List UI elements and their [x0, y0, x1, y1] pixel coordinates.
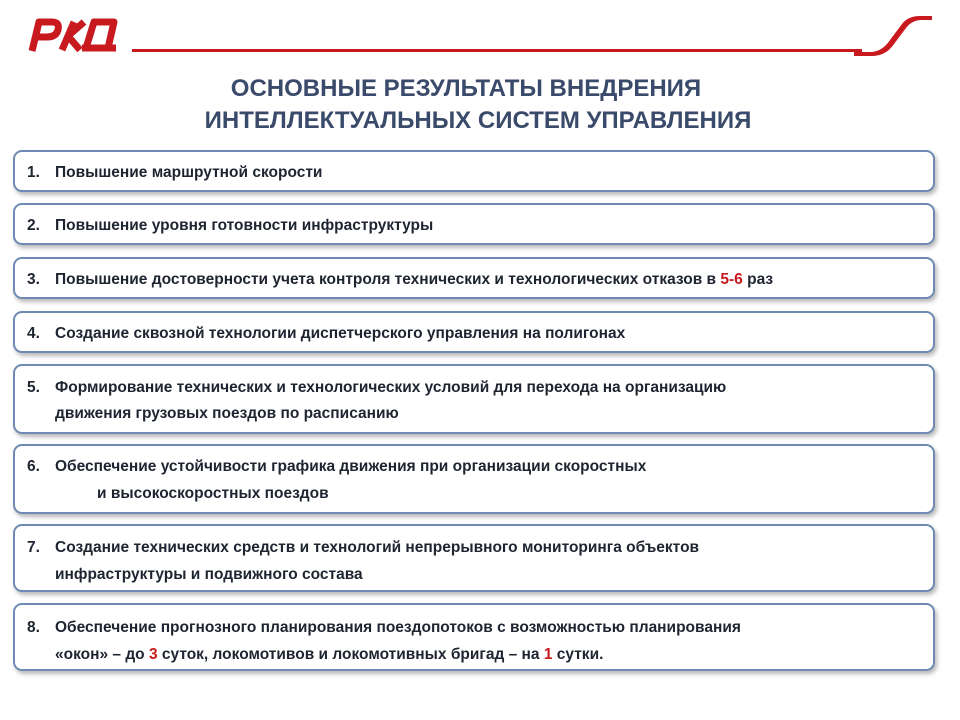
item-text: Повышение достоверности учета контроля технических и технологических отказов в: [55, 271, 721, 288]
item-text: Создание сквозной технологии диспетчерского управления на полигонах: [55, 325, 626, 342]
item-text-a: «окон» – до: [55, 646, 149, 663]
item-highlight-days: 3: [148, 646, 158, 663]
item-text: Повышение маршрутной скорости: [55, 164, 323, 181]
page-title-line2: ИНТЕЛЛЕКТУАЛЬНЫХ СИСТЕМ УПРАВЛЕНИЯ: [204, 107, 752, 134]
item-text-end: раз: [742, 271, 774, 288]
item-text-line2: движения грузовых поездов по расписанию: [55, 405, 399, 422]
item-number: 5.: [27, 379, 40, 396]
item-text-line1: Формирование технических и технологических условий для перехода на организацию: [55, 379, 727, 396]
item-number: 4.: [27, 325, 40, 342]
result-item-3: [13, 257, 935, 299]
item-text-line1: Обеспечение прогнозного планирования поездопотоков с возможностью планирования: [55, 619, 741, 636]
result-item-1: [13, 150, 935, 192]
result-item-7: [13, 524, 935, 592]
item-number: 6.: [27, 458, 40, 475]
item-number: 8.: [27, 619, 40, 636]
result-item-4: [13, 311, 935, 353]
item-number: 3.: [27, 271, 40, 288]
item-text-c: сутки.: [552, 646, 604, 663]
item-text-line1: Обеспечение устойчивости графика движения при организации скоростных: [55, 458, 647, 475]
header-divider: [132, 49, 862, 52]
header-swoosh-icon: [852, 12, 932, 56]
item-number: 7.: [27, 539, 40, 556]
result-item-2: [13, 203, 935, 245]
rzd-logo-icon: [22, 14, 122, 54]
item-text-line2: инфраструктуры и подвижного состава: [55, 566, 363, 583]
item-text-line2: и высокоскоростных поездов: [97, 485, 329, 502]
item-number: 2.: [27, 217, 40, 234]
result-item-5: [13, 364, 935, 434]
page-title-line1: ОСНОВНЫЕ РЕЗУЛЬТАТЫ ВНЕДРЕНИЯ: [230, 75, 702, 102]
result-item-6: [13, 444, 935, 514]
item-text-line1: Создание технических средств и технологий непрерывного мониторинга объектов: [55, 539, 700, 556]
item-text: Повышение уровня готовности инфраструктуры: [55, 217, 434, 234]
item-text-b: суток, локомотивов и локомотивных бригад – на: [157, 646, 544, 663]
item-highlight-value: 5-6: [720, 271, 743, 288]
item-highlight-day: 1: [543, 646, 553, 663]
item-number: 1.: [27, 164, 40, 181]
result-item-8: [13, 603, 935, 671]
